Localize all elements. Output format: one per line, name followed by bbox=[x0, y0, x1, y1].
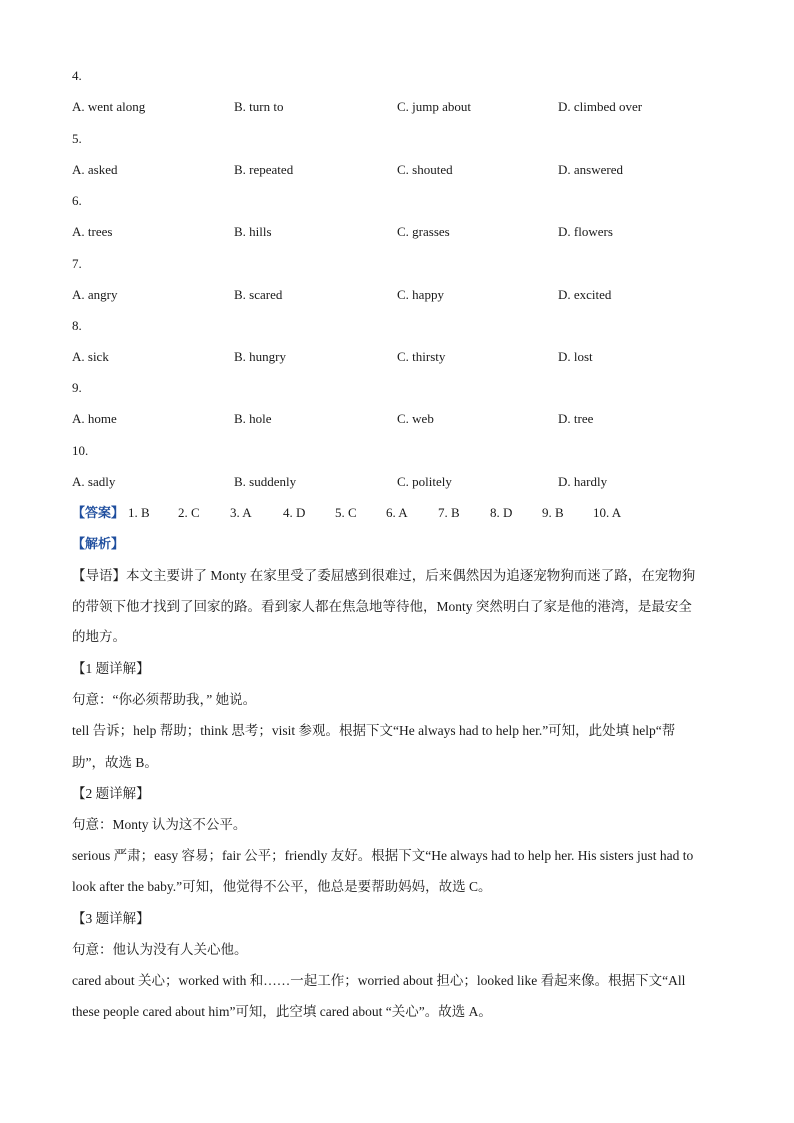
question-number: 4. bbox=[72, 68, 82, 83]
option-a: A. sick bbox=[72, 349, 109, 364]
option-d: D. answered bbox=[558, 162, 623, 177]
option-b: B. scared bbox=[234, 287, 283, 302]
answer-item: 8. D bbox=[490, 505, 513, 520]
option-d: D. tree bbox=[558, 411, 594, 426]
question-number: 9. bbox=[72, 380, 82, 395]
answer-item: 9. B bbox=[542, 505, 564, 520]
option-d: D. hardly bbox=[558, 474, 608, 489]
option-c: C. shouted bbox=[397, 162, 453, 177]
option-c: C. web bbox=[397, 411, 434, 426]
analysis-label: 【解析】 bbox=[72, 536, 125, 551]
detail-line: 助”，故选 B。 bbox=[72, 755, 158, 770]
options-row bbox=[72, 223, 732, 241]
option-b: B. turn to bbox=[234, 99, 284, 114]
options-row bbox=[72, 161, 732, 179]
options-row bbox=[72, 286, 732, 304]
option-c: C. happy bbox=[397, 287, 444, 302]
answer-item: 7. B bbox=[438, 505, 460, 520]
answer-item: 3. A bbox=[230, 505, 252, 520]
options-row bbox=[72, 98, 732, 116]
detail-line: serious 严肃；easy 容易；fair 公平；friendly 友好。根据下文“He always had to help her. His sisters just had to bbox=[72, 848, 694, 863]
detail-line: cared about 关心；worked with 和……一起工作；worried about 担心；looked like 看起来像。根据下文“All bbox=[72, 973, 686, 988]
question-number: 8. bbox=[72, 318, 82, 333]
detail-line: 句意：他认为没有人关心他。 bbox=[72, 942, 248, 957]
detail-heading: 【1 题详解】 bbox=[72, 661, 150, 676]
option-c: C. politely bbox=[397, 474, 452, 489]
option-c: C. jump about bbox=[397, 99, 472, 114]
question-number: 6. bbox=[72, 193, 82, 208]
option-b: B. hungry bbox=[234, 349, 286, 364]
option-c: C. thirsty bbox=[397, 349, 446, 364]
option-c: C. grasses bbox=[397, 224, 450, 239]
option-a: A. home bbox=[72, 411, 117, 426]
answer-item: 4. D bbox=[283, 505, 306, 520]
detail-heading: 【2 题详解】 bbox=[72, 786, 150, 801]
question-number: 5. bbox=[72, 131, 82, 146]
option-a: A. trees bbox=[72, 224, 113, 239]
answer-item: 6. A bbox=[386, 505, 408, 520]
option-d: D. excited bbox=[558, 287, 612, 302]
answer-item: 5. C bbox=[335, 505, 357, 520]
option-b: B. hole bbox=[234, 411, 272, 426]
guide-line: 的地方。 bbox=[72, 629, 126, 644]
option-b: B. repeated bbox=[234, 162, 294, 177]
option-d: D. climbed over bbox=[558, 99, 643, 114]
answer-item: 10. A bbox=[593, 505, 622, 520]
detail-line: 句意：Monty 认为这不公平。 bbox=[72, 817, 247, 832]
answer-row bbox=[72, 504, 732, 522]
guide-line: 的带领下他才找到了回家的路。看到家人都在焦急地等待他，Monty 突然明白了家是他的港湾，是最安全 bbox=[72, 599, 692, 614]
question-number: 7. bbox=[72, 256, 82, 271]
option-a: A. angry bbox=[72, 287, 118, 302]
option-a: A. went along bbox=[72, 99, 146, 114]
detail-line: 句意：“你必须帮助我，” 她说。 bbox=[72, 692, 257, 707]
detail-heading: 【3 题详解】 bbox=[72, 911, 150, 926]
guide-line: 【导语】本文主要讲了 Monty 在家里受了委屈感到很难过，后来偶然因为追逐宠物狗而迷了路，在宠物狗 bbox=[72, 568, 696, 583]
question-number: 10. bbox=[72, 443, 89, 458]
option-d: D. lost bbox=[558, 349, 593, 364]
options-row bbox=[72, 410, 732, 428]
option-d: D. flowers bbox=[558, 224, 613, 239]
answer-item: 2. C bbox=[178, 505, 200, 520]
option-a: A. asked bbox=[72, 162, 118, 177]
option-b: B. hills bbox=[234, 224, 272, 239]
options-row bbox=[72, 473, 732, 491]
detail-line: tell 告诉；help 帮助；think 思考；visit 参观。根据下文“He always had to help her.”可知，此处填 help“帮 bbox=[72, 723, 676, 738]
answer-item: 1. B bbox=[128, 505, 150, 520]
detail-line: these people cared about him”可知，此空填 cared about “关心”。故选 A。 bbox=[72, 1004, 492, 1019]
option-a: A. sadly bbox=[72, 474, 116, 489]
detail-line: look after the baby.”可知，他觉得不公平，他总是要帮助妈妈，故选 C。 bbox=[72, 879, 492, 894]
answer-label: 【答案】 bbox=[72, 505, 125, 520]
options-row bbox=[72, 348, 732, 366]
option-b: B. suddenly bbox=[234, 474, 297, 489]
